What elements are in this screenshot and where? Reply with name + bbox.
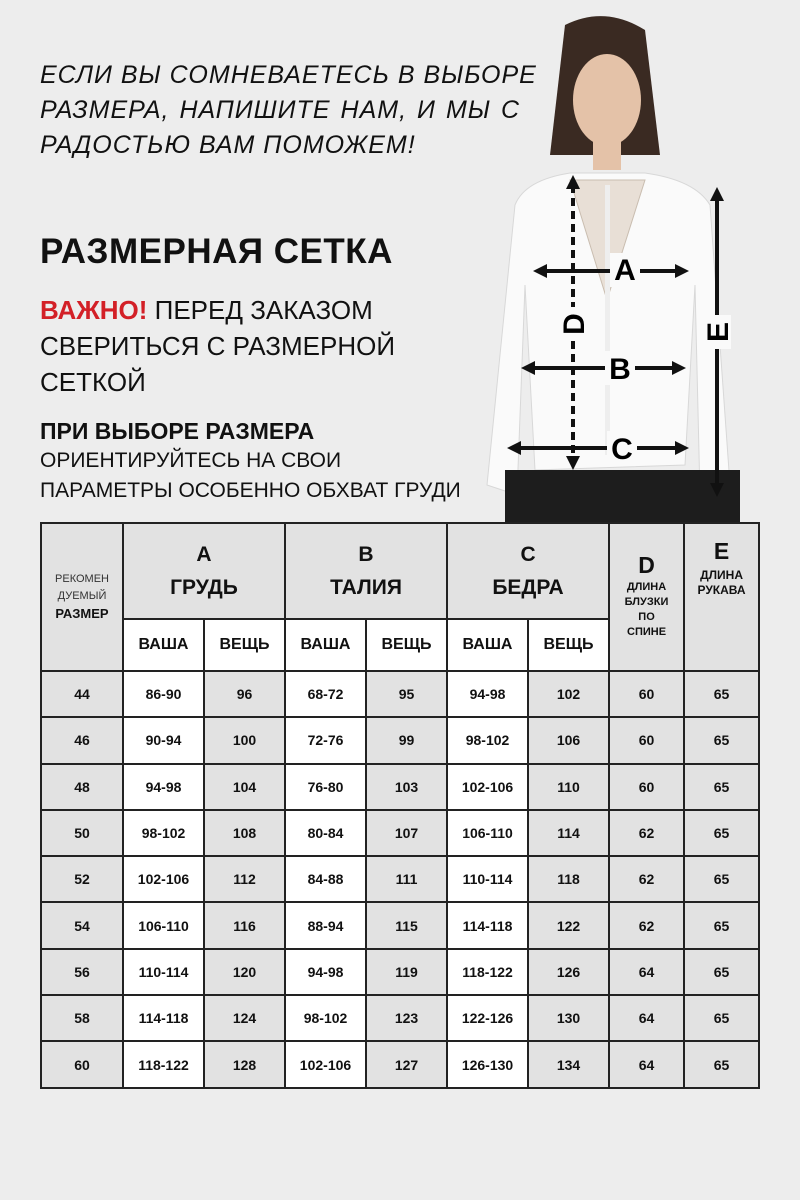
table-cell: 102 <box>528 671 609 717</box>
table-cell: 130 <box>528 995 609 1041</box>
table-cell: 62 <box>609 810 684 856</box>
table-row <box>41 995 759 1041</box>
table-cell: 65 <box>684 856 759 902</box>
table-cell: 110-114 <box>447 856 528 902</box>
group-d-header: D ДЛИНА БЛУЗКИ ПО СПИНЕ <box>609 523 684 671</box>
table-cell: 110 <box>528 764 609 810</box>
table-cell: 98-102 <box>285 995 366 1041</box>
important-note <box>40 292 440 400</box>
table-cell: 104 <box>204 764 285 810</box>
table-cell: 99 <box>366 717 447 763</box>
table-cell: 94-98 <box>285 949 366 995</box>
table-cell: 88-94 <box>285 902 366 948</box>
table-cell: 106 <box>528 717 609 763</box>
size-cell: 56 <box>41 949 123 995</box>
label-c: C <box>611 433 633 466</box>
size-table <box>40 522 760 1089</box>
sub-header-item: ВЕЩЬ <box>366 619 447 671</box>
table-cell: 65 <box>684 902 759 948</box>
size-cell: 52 <box>41 856 123 902</box>
table-row <box>41 1041 759 1087</box>
choose-heading: ПРИ ВЫБОРЕ РАЗМЕРА <box>40 418 315 444</box>
group-a-header: A ГРУДЬ <box>123 523 285 619</box>
table-row <box>41 902 759 948</box>
table-cell: 65 <box>684 949 759 995</box>
label-d: D <box>558 313 591 335</box>
group-e-header: E ДЛИНА РУКАВА <box>684 523 759 671</box>
table-cell: 84-88 <box>285 856 366 902</box>
table-cell: 102-106 <box>447 764 528 810</box>
table-cell: 114 <box>528 810 609 856</box>
table-cell: 115 <box>366 902 447 948</box>
group-b-header: B ТАЛИЯ <box>285 523 447 619</box>
page-title: РАЗМЕРНАЯ СЕТКА <box>40 232 393 271</box>
table-cell: 119 <box>366 949 447 995</box>
table-cell: 86-90 <box>123 671 204 717</box>
table-cell: 94-98 <box>447 671 528 717</box>
table-cell: 127 <box>366 1041 447 1087</box>
model-photo <box>455 15 800 525</box>
table-cell: 102-106 <box>285 1041 366 1087</box>
table-cell: 68-72 <box>285 671 366 717</box>
table-cell: 107 <box>366 810 447 856</box>
table-cell: 60 <box>609 671 684 717</box>
table-cell: 65 <box>684 764 759 810</box>
size-cell: 48 <box>41 764 123 810</box>
label-b: B <box>609 353 631 386</box>
table-cell: 118 <box>528 856 609 902</box>
sub-header-item: ВЕЩЬ <box>528 619 609 671</box>
intro-line-1: ЕСЛИ ВЫ СОМНЕВАЕТЕСЬ В ВЫБОРЕ <box>40 61 537 89</box>
sub-header-yours: ВАША <box>447 619 528 671</box>
table-cell: 90-94 <box>123 717 204 763</box>
table-cell: 110-114 <box>123 949 204 995</box>
intro-text <box>40 58 537 163</box>
table-cell: 65 <box>684 810 759 856</box>
size-cell: 50 <box>41 810 123 856</box>
table-cell: 122 <box>528 902 609 948</box>
table-cell: 108 <box>204 810 285 856</box>
table-cell: 134 <box>528 1041 609 1087</box>
table-cell: 65 <box>684 995 759 1041</box>
table-cell: 100 <box>204 717 285 763</box>
choose-line-2: ПАРАМЕТРЫ ОСОБЕННО ОБХВАТ ГРУДИ <box>40 479 461 502</box>
table-cell: 64 <box>609 1041 684 1087</box>
table-cell: 106-110 <box>447 810 528 856</box>
label-a: A <box>614 254 636 287</box>
label-e: E <box>702 321 735 343</box>
table-cell: 118-122 <box>123 1041 204 1087</box>
table-row <box>41 764 759 810</box>
important-label: ВАЖНО! <box>40 295 148 325</box>
table-cell: 114-118 <box>123 995 204 1041</box>
size-cell: 54 <box>41 902 123 948</box>
table-cell: 123 <box>366 995 447 1041</box>
choose-hint <box>40 416 461 506</box>
size-cell: 46 <box>41 717 123 763</box>
important-text: ПЕРЕД ЗАКАЗОМ СВЕРИТЬСЯ С РАЗМЕРНОЙ СЕТКОЙ <box>40 295 396 397</box>
table-cell: 120 <box>204 949 285 995</box>
table-cell: 128 <box>204 1041 285 1087</box>
table-cell: 124 <box>204 995 285 1041</box>
table-row <box>41 810 759 856</box>
size-cell: 60 <box>41 1041 123 1087</box>
sub-header-item: ВЕЩЬ <box>204 619 285 671</box>
group-c-header: C БЕДРА <box>447 523 609 619</box>
table-cell: 80-84 <box>285 810 366 856</box>
table-cell: 94-98 <box>123 764 204 810</box>
table-row <box>41 671 759 717</box>
intro-line-2: РАЗМЕРА, НАПИШИТЕ НАМ, И МЫ С <box>40 96 520 124</box>
table-cell: 64 <box>609 949 684 995</box>
size-column-header: РЕКОМЕН ДУЕМЫЙ РАЗМЕР <box>41 523 123 671</box>
table-cell: 111 <box>366 856 447 902</box>
intro-line-3: РАДОСТЬЮ ВАМ ПОМОЖЕМ! <box>40 131 416 159</box>
choose-line-1: ОРИЕНТИРУЙТЕСЬ НА СВОИ <box>40 449 342 472</box>
table-cell: 62 <box>609 856 684 902</box>
table-cell: 98-102 <box>447 717 528 763</box>
table-cell: 65 <box>684 717 759 763</box>
table-cell: 102-106 <box>123 856 204 902</box>
table-cell: 106-110 <box>123 902 204 948</box>
table-cell: 122-126 <box>447 995 528 1041</box>
size-cell: 44 <box>41 671 123 717</box>
table-cell: 60 <box>609 717 684 763</box>
table-cell: 114-118 <box>447 902 528 948</box>
table-cell: 76-80 <box>285 764 366 810</box>
table-row <box>41 717 759 763</box>
table-cell: 126-130 <box>447 1041 528 1087</box>
size-cell: 58 <box>41 995 123 1041</box>
table-cell: 96 <box>204 671 285 717</box>
sub-header-yours: ВАША <box>285 619 366 671</box>
table-cell: 116 <box>204 902 285 948</box>
table-cell: 64 <box>609 995 684 1041</box>
table-cell: 62 <box>609 902 684 948</box>
table-cell: 65 <box>684 1041 759 1087</box>
table-cell: 95 <box>366 671 447 717</box>
table-cell: 118-122 <box>447 949 528 995</box>
table-row <box>41 856 759 902</box>
table-row <box>41 949 759 995</box>
table-cell: 72-76 <box>285 717 366 763</box>
sub-header-yours: ВАША <box>123 619 204 671</box>
table-cell: 98-102 <box>123 810 204 856</box>
table-cell: 60 <box>609 764 684 810</box>
table-cell: 65 <box>684 671 759 717</box>
table-cell: 126 <box>528 949 609 995</box>
table-cell: 103 <box>366 764 447 810</box>
table-cell: 112 <box>204 856 285 902</box>
